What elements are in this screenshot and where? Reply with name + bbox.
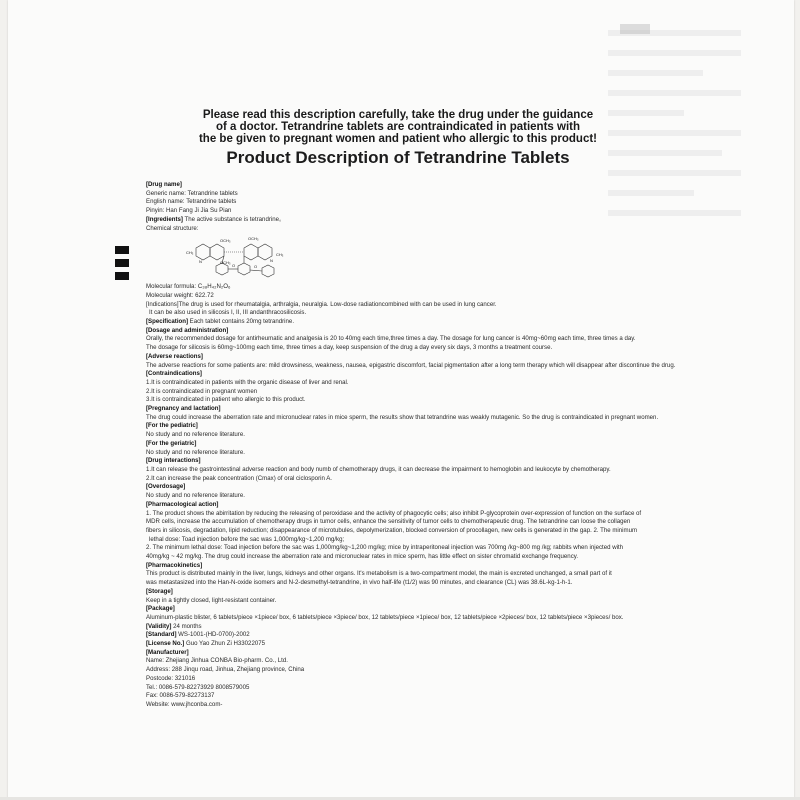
section-heading-pregnancy: [Pregnancy and lactation] <box>146 405 221 413</box>
chemical-structure-label: Chemical structure: <box>146 224 199 232</box>
section-heading-pharmacokinetics: [Pharmacokinetics] <box>146 561 203 569</box>
structure-atom: O <box>232 263 236 269</box>
pediatric-text: No study and no reference literature. <box>146 431 245 439</box>
ingredients-line <box>146 216 666 225</box>
warning-line: of a doctor. Tetrandrine tablets are contraindicated in patients with <box>215 121 580 133</box>
interaction-item: 2.It can increase the peak concentration (Cmax) of oral ciclosporin A. <box>146 474 332 482</box>
validity-line <box>146 623 666 632</box>
structure-atom: N <box>270 258 273 264</box>
pharmacological-text: fibers in silicosis, degradation, lipid reduction; disappearance of microtubules, depolymerization, blocked conversion of procollagen, new cells is generated in the gap. 2. The minimum <box>146 526 638 534</box>
manufacturer-tel: Tel.: 0086-579-82273929 8008579005 <box>146 683 250 691</box>
license-line <box>146 640 666 649</box>
adverse-text: The adverse reactions for some patients are: mild drowsiness, weakness, nausea, epigastric discomfort, facial pigmentation after a long term therapy which will disappear after discontinue the drug. <box>146 361 676 369</box>
pharmacological-text: 2. The minimum lethal dose: Toad injection before the sac was 1,000mg/kg~1,200 mg/kg; mice by intraperitoneal injection was 700mg /kg~800 mg /kg; rabbits when injected with <box>146 544 624 552</box>
chemical-structure-diagram <box>176 234 296 282</box>
section-heading-validity: [Validity] <box>146 622 172 630</box>
structure-atom: N <box>199 259 202 265</box>
dosage-text: Orally, the recommended dosage for antirheumatic and analgesia is 20 to 40mg each time,three times a day. The dosage for lung cancer is 40mg~60mg each time, three times a day. <box>146 335 636 343</box>
section-heading-pharmacological: [Pharmacological action] <box>146 500 219 508</box>
indications-text-2: It can be also used in silicosis I, II, III andanthracosilicosis. <box>149 309 307 317</box>
section-heading-geriatric: [For the geriatric] <box>146 439 197 447</box>
pharmacological-text: MDR cells, increase the accumulation of chemotherapy drugs in tumor cells, enhance the sensitivity of tumor cells to chemotherapeutic drug. The tetrandrine can loose the collagen <box>146 518 631 526</box>
section-heading-adverse: [Adverse reactions] <box>146 352 203 360</box>
package-text: Aluminum-plastic blister, 6 tablets/piece ×1piece/ box, 6 tablets/piece ×3piece/ box, 12 tablets/piece ×1piece/ box, 12 tablets/piece ×2pieces/ box, 12 tablets/piece ×3pieces/ box. <box>146 613 624 621</box>
pharmacological-text: 1. The product shows the abirritation by reducing the releasing of peroxidase and the activity of phagocytic cells; also inhibit P-glycoprotein over-expression of function on the surface of <box>146 509 642 517</box>
section-heading-indications: [Indications] <box>146 300 179 308</box>
section-heading-dosage: [Dosage and administration] <box>146 326 229 334</box>
validity-text: 24 months <box>171 622 202 630</box>
specification-line <box>146 318 666 327</box>
section-heading-package: [Package] <box>146 605 175 613</box>
generic-name: Generic name: Tetrandrine tablets <box>146 189 238 197</box>
structure-atom: CH₃ <box>186 250 194 256</box>
pregnancy-text: The drug could increase the aberration rate and micronuclear rates in mice sperm, the results show that tetrandrine was weakly mutagenic. So the drug is contraindicated in pregnant women. <box>146 413 659 421</box>
section-heading-interactions: [Drug interactions] <box>146 457 201 465</box>
section-heading-ingredients: [Ingredients] <box>146 215 183 223</box>
leaflet-body <box>146 181 676 710</box>
warning-line: the be given to pregnant women and patient who allergic to this product! <box>198 133 598 145</box>
storage-text: Keep in a tightly closed, light-resistant container. <box>146 596 277 604</box>
section-heading-standard: [Standard] <box>146 631 177 639</box>
manufacturer-website: Website: www.jhconba.com- <box>146 700 223 708</box>
molecular-formula: Molecular formula: C₃₈H₄₂N₂O₆ <box>146 283 231 291</box>
english-name: English name: Tetrandrine tablets <box>146 198 237 206</box>
manufacturer-fax: Fax: 0086-579-82273137 <box>146 692 215 700</box>
indications-text: The drug is used for rheumatalgia, arthralgia, neuralgia. Low-dose radiationcombined with can be used in lung cancer. <box>178 300 497 308</box>
manufacturer-postcode: Postcode: 321016 <box>146 674 196 682</box>
license-text: Guo Yao Zhun Zi H33022075 <box>184 640 266 648</box>
structure-atom: OCH₃ <box>220 260 231 266</box>
pharmacokinetics-text: was metastasized into the Han-N-oxide isomers and N-2-desmethyl-tetrandrine, in vivo half-life (t1/2) was 90 minutes, and clearance (CL) was 38.6L-kg-1-h-1. <box>146 579 573 587</box>
structure-atom: OCH₃ <box>248 236 259 242</box>
manufacturer-address: Address: 288 Jinqu road, Jinhua, Zhejiang province, China <box>146 666 305 674</box>
section-heading-specification: [Specification] <box>146 318 188 326</box>
contraindication-item: 2.It is contraindicated in pregnant women <box>146 387 258 395</box>
section-heading-license: [License No.] <box>146 640 185 648</box>
section-heading-contraindications: [Contraindications] <box>146 370 202 378</box>
geriatric-text: No study and no reference literature. <box>146 448 245 456</box>
structure-atom: O <box>254 264 258 270</box>
indications-line <box>146 301 666 310</box>
dosage-text: The dosage for silicosis is 60mg~100mg each time, three times a day, keep suspension of the drug a day every six days, 3 months a treatment course. <box>146 344 553 352</box>
section-heading-storage: [Storage] <box>146 587 173 595</box>
overdosage-text: No study and no reference literature. <box>146 492 245 500</box>
contraindication-item: 1.It is contraindicated in patients with the organic disease of liver and renal. <box>146 378 349 386</box>
section-heading-drug-name: [Drug name] <box>146 181 182 188</box>
chemical-structure-drawing <box>176 234 296 282</box>
ingredients-text: The active substance is tetrandrine。 <box>182 215 286 223</box>
registration-mark <box>115 272 129 280</box>
standard-text: WS-1001-(HD-0700)-2002 <box>176 631 250 639</box>
pharmacokinetics-text: This product is distributed mainly in the liver, lungs, kidneys and other organs. It's metabolism is a two-compartment model, the main is excreted unchanged, a small part of it <box>146 570 612 578</box>
warning-line: Please read this description carefully, take the drug under the guidance <box>202 109 594 121</box>
contraindication-item: 3.It is contraindicated in patient who allergic to this product. <box>146 396 306 404</box>
section-heading-pediatric: [For the pediatric] <box>146 422 198 430</box>
document-title: Product Description of Tetrandrine Tablets <box>226 148 570 167</box>
manufacturer-name: Name: Zhejiang Jinhua CONBA Bio-pharm. Co., Ltd. <box>146 657 288 665</box>
section-heading-overdosage: [Overdosage] <box>146 483 186 491</box>
interaction-item: 1.It can release the gastrointestinal adverse reaction and body numb of chemotherapy drugs, it can decrease the impairment to hemoglobin and leukocyte by chemotherapy. <box>146 465 611 473</box>
warning-notice <box>150 109 646 145</box>
registration-mark <box>115 259 129 267</box>
pharmacological-text: lethal dose: Toad injection before the sac was 1,000mg/kg~1,200 mg/kg; <box>149 535 345 543</box>
section-heading-manufacturer: [Manufacturer] <box>146 648 189 656</box>
registration-mark <box>115 246 129 254</box>
specification-text: Each tablet contains 20mg tetrandrine. <box>187 318 295 326</box>
pharmacological-text: 40mg/kg ~ 42 mg/kg. The drug could increase the aberration rate and micronuclear rates in mice sperm, has little effect on sister chromatid exchange frequency. <box>146 553 579 561</box>
molecular-weight: Molecular weight: 622.72 <box>146 291 214 299</box>
structure-atom: OCH₃ <box>220 238 231 244</box>
pinyin-name: Pinyin: Han Fang Ji Jia Su Pian <box>146 207 232 215</box>
structure-atom: CH₃ <box>276 252 284 258</box>
registration-marks <box>115 246 129 285</box>
standard-line <box>146 631 666 640</box>
